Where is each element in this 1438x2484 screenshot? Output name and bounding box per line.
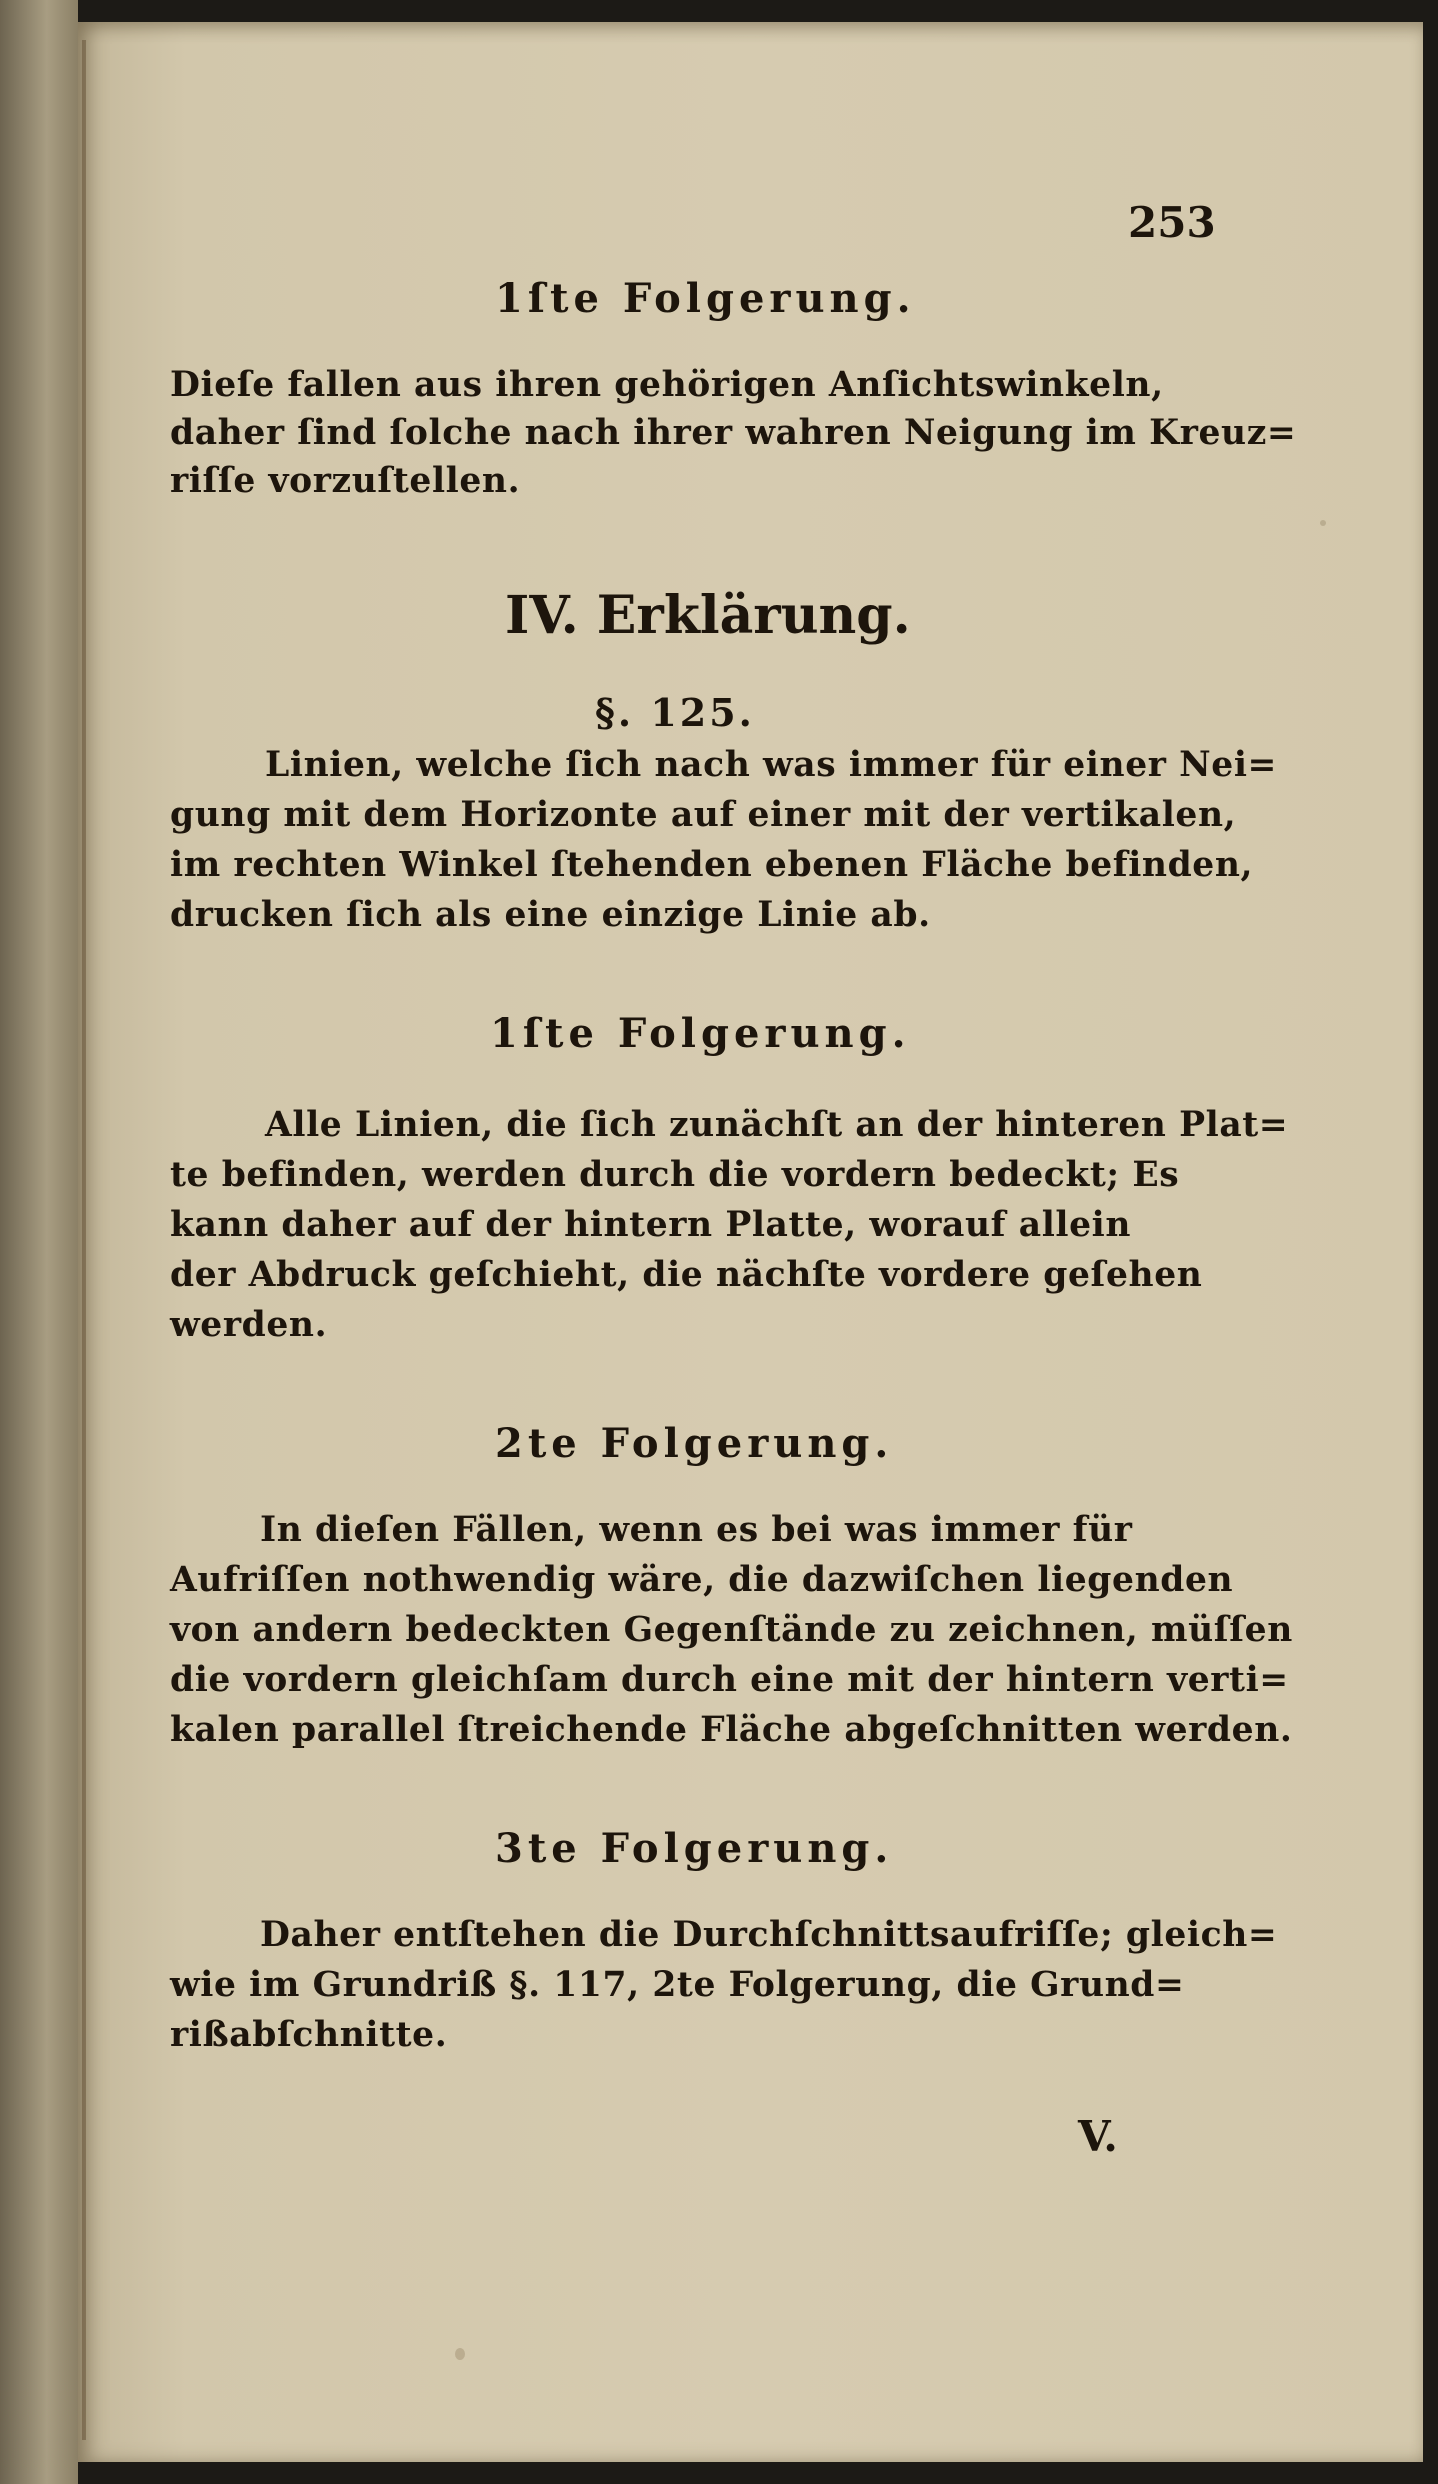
catchword: V. xyxy=(1078,2112,1118,2161)
page-number: 253 xyxy=(1128,198,1216,247)
heading-folgerung-3: 3te Folgerung. xyxy=(495,1825,894,1872)
page-gutter xyxy=(82,40,86,2440)
text-line: kalen parallel ſtreichende Fläche abgeſchnitten werden. xyxy=(170,1710,1293,1750)
text-line: daher ſind ſolche nach ihrer wahren Neigung im Kreuz= xyxy=(170,413,1297,453)
text-line: Alle Linien, die ſich zunächſt an der hinteren Plat= xyxy=(265,1105,1289,1145)
text-line: der Abdruck geſchieht, die nächſte vordere geſehen xyxy=(170,1255,1203,1295)
text-line: Aufriſſen nothwendig wäre, die dazwiſchen liegenden xyxy=(170,1560,1234,1600)
text-line: kann daher auf der hintern Platte, worauf allein xyxy=(170,1205,1132,1245)
ink-spot xyxy=(455,2348,465,2360)
text-line: Dieſe fallen aus ihren gehörigen Anſichtswinkeln, xyxy=(170,365,1164,405)
text-line: wie im Grundriß §. 117, 2te Folgerung, die Grund= xyxy=(170,1965,1185,2005)
text-line: Linien, welche ſich nach was immer für einer Nei= xyxy=(265,745,1278,785)
text-line: In dieſen Fällen, wenn es bei was immer für xyxy=(260,1510,1133,1550)
text-line: Daher entſtehen die Durchſchnittsaufriſſe; gleich= xyxy=(260,1915,1278,1955)
ink-spot xyxy=(1320,520,1326,526)
text-line: te befinden, werden durch die vordern bedeckt; Es xyxy=(170,1155,1180,1195)
text-line: gung mit dem Horizonte auf einer mit der vertikalen, xyxy=(170,795,1237,835)
facing-page-edge xyxy=(0,0,78,2484)
text-line: rißabſchnitte. xyxy=(170,2015,448,2055)
heading-folgerung-1a: 1ſte Folgerung. xyxy=(495,275,916,322)
text-line: riſſe vorzuſtellen. xyxy=(170,461,521,501)
heading-erklaerung-iv: IV. Erklärung. xyxy=(505,585,911,646)
text-line: werden. xyxy=(170,1305,328,1345)
heading-folgerung-2: 2te Folgerung. xyxy=(495,1420,894,1467)
text-line: von andern bedeckten Gegenſtände zu zeichnen, müſſen xyxy=(170,1610,1293,1650)
text-line: drucken ſich als eine einzige Linie ab. xyxy=(170,895,931,935)
section-number: §. 125. xyxy=(595,690,755,735)
heading-folgerung-1b: 1ſte Folgerung. xyxy=(490,1010,911,1057)
text-line: die vordern gleichſam durch eine mit der hintern verti= xyxy=(170,1660,1289,1700)
text-line: im rechten Winkel ſtehenden ebenen Fläche befinden, xyxy=(170,845,1254,885)
